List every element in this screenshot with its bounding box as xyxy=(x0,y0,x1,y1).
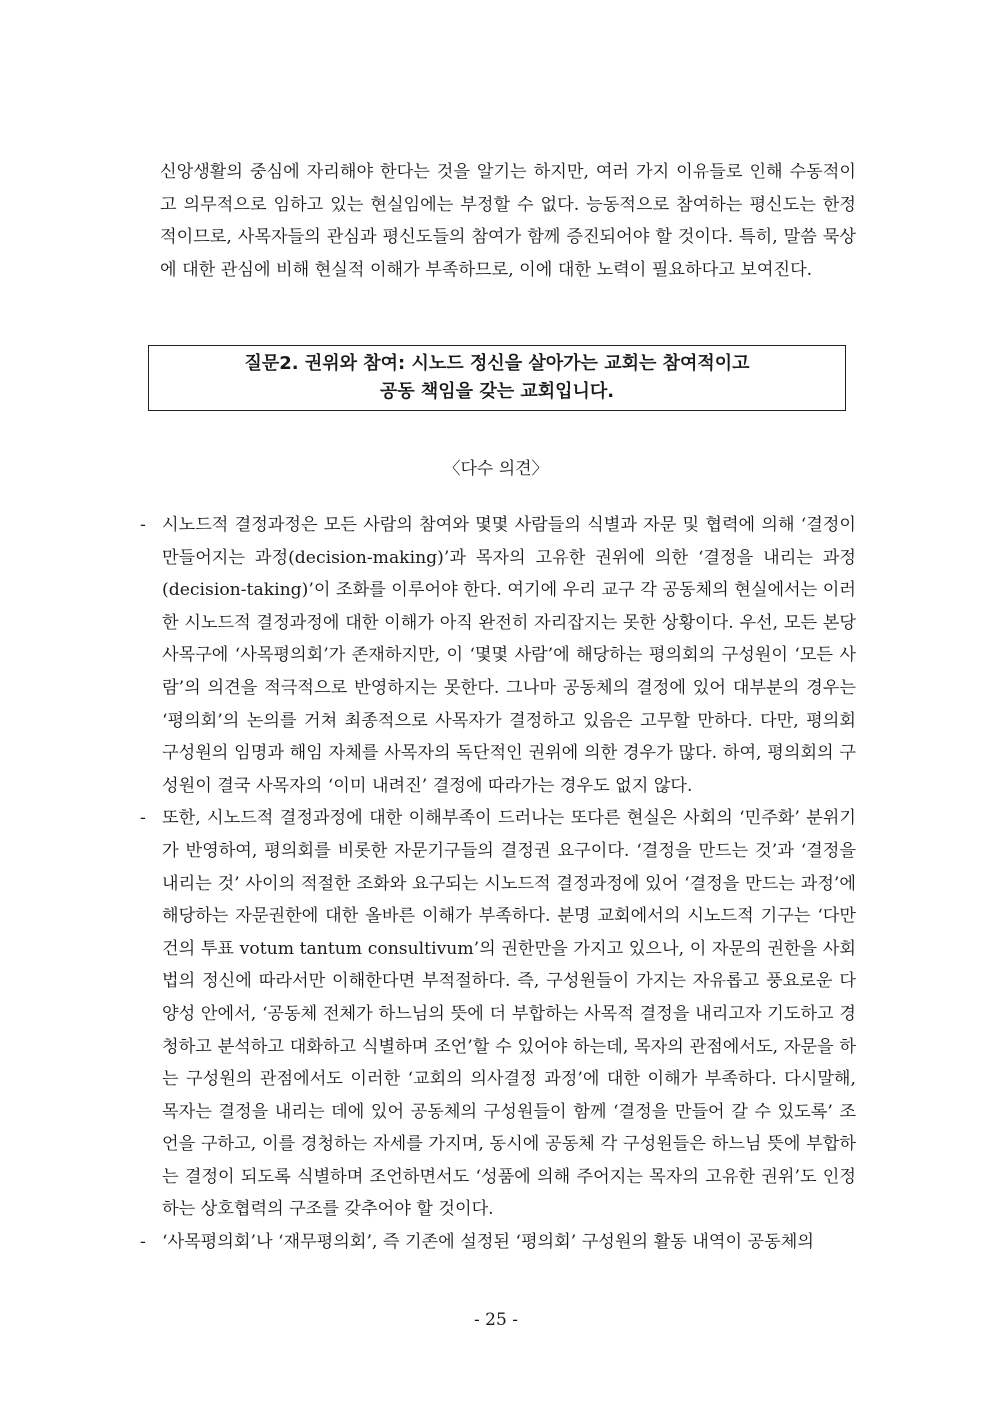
bullet-marker: - xyxy=(140,515,146,535)
list-item xyxy=(140,509,856,802)
list-item xyxy=(140,802,856,1226)
opinion-list xyxy=(140,509,856,1259)
list-item-text: ‘사목평의회’나 ‘재무평의회’, 즉 기존에 설정된 ‘평의회’ 구성원의 활동 내역이 공동체의 xyxy=(162,1232,814,1253)
list-item xyxy=(140,1226,856,1259)
section-subheading: 〈다수 의견〉 xyxy=(443,459,549,479)
bullet-marker: - xyxy=(140,1232,146,1253)
list-item-text: 또한, 시노드적 결정과정에 대한 이해부족이 드러나는 또다른 현실은 사회의 ‘민주화’ 분위기가 반영하여, 평의회를 비롯한 자문기구들의 결정권 요구이다. ‘결정을 만드는 것’과 ‘결정을 내리는 것’ 사이의 적절한 조화와 요구되는 시노드적 결정과정에 있어 ‘결정을 만드는 과정’에 해당하는 자문권한에 대한 올바른 이해가 부족하다. 분명 교회에서의 시노드적 기구는 ‘다만 건의 투표 votum tantum consultivum’의 권한만을 가지고 있으나, 이 자문의 권한을 사회법의 정신에 따라서만 이해한다면 부적절하다. 즉, 구성원들이 가지는 자유롭고 풍요로운 다양성 안에서, ‘공동체 전체가 하느님의 뜻에 더 부합하는 사목적 결정을 내리고자 기도하고 경청하고 분석하고 대화하고 식별하며 조언’할 수 있어야 하는데, 목자의 관점에서도, 자문을 하는 구성원의 관점에서도 이러한 ‘교회의 의사결정 과정’에 대한 이해가 부족하다. 다시말해, 목자는 결정을 내리는 데에 있어 공동체의 구성원들이 함께 ‘결정을 만들어 갈 수 있도록’ 조언을 구하고, 이를 경청하는 자세를 가지며, 동시에 공동체 각 구성원들은 하느님 뜻에 부합하는 결정이 되도록 식별하며 조언하면서도 ‘성품에 의해 주어지는 목자의 고유한 권위’도 인정하는 상호협력의 구조를 갖추어야 할 것이다. xyxy=(162,808,856,1220)
page-number: - 25 - xyxy=(474,1310,518,1330)
question-title-line-2: 공동 책임을 갖는 교회입니다. xyxy=(379,381,615,402)
question-box xyxy=(148,345,846,411)
question-title-line-1: 질문2. 권위와 참여: 시노드 정신을 살아가는 교회는 참여적이고 xyxy=(244,353,750,374)
bullet-marker: - xyxy=(140,808,146,829)
list-item-text: 시노드적 결정과정은 모든 사람의 참여와 몇몇 사람들의 식별과 자문 및 협력에 의해 ‘결정이 만들어지는 과정(decision-making)’과 목자의 고유한 권위에 의한 ‘결정을 내리는 과정(decision-taking)’이 조화를 이루어야 한다. 여기에 우리 교구 각 공동체의 현실에서는 이러한 시노드적 결정과정에 대한 이해가 아직 완전히 자리잡지는 못한 상황이다. 우선, 모든 본당 사목구에 ‘사목평의회’가 존재하지만, 이 ‘몇몇 사람’에 해당하는 평의회의 구성원이 ‘모든 사람’의 의견을 적극적으로 반영하지는 못한다. 그나마 공동체의 결정에 있어 대부분의 경우는 ‘평의회’의 논의를 거쳐 최종적으로 사목자가 결정하고 있음은 고무할 만하다. 다만, 평의회 구성원의 임명과 해임 자체를 사목자의 독단적인 권위에 의한 경우가 많다. 하여, 평의회의 구성원이 결국 사목자의 ‘이미 내려진’ 결정에 따라가는 경우도 없지 않다. xyxy=(162,515,856,796)
intro-paragraph: 신앙생활의 중심에 자리해야 한다는 것을 알기는 하지만, 여러 가지 이유들로 인해 수동적이고 의무적으로 임하고 있는 현실임에는 부정할 수 없다. 능동적으로 참여하는 평신도는 한정적이므로, 사목자들의 관심과 평신도들의 참여가 함께 증진되어야 할 것이다. 특히, 말씀 묵상에 대한 관심에 비해 현실적 이해가 부족하므로, 이에 대한 노력이 필요하다고 보여진다. xyxy=(160,162,856,280)
